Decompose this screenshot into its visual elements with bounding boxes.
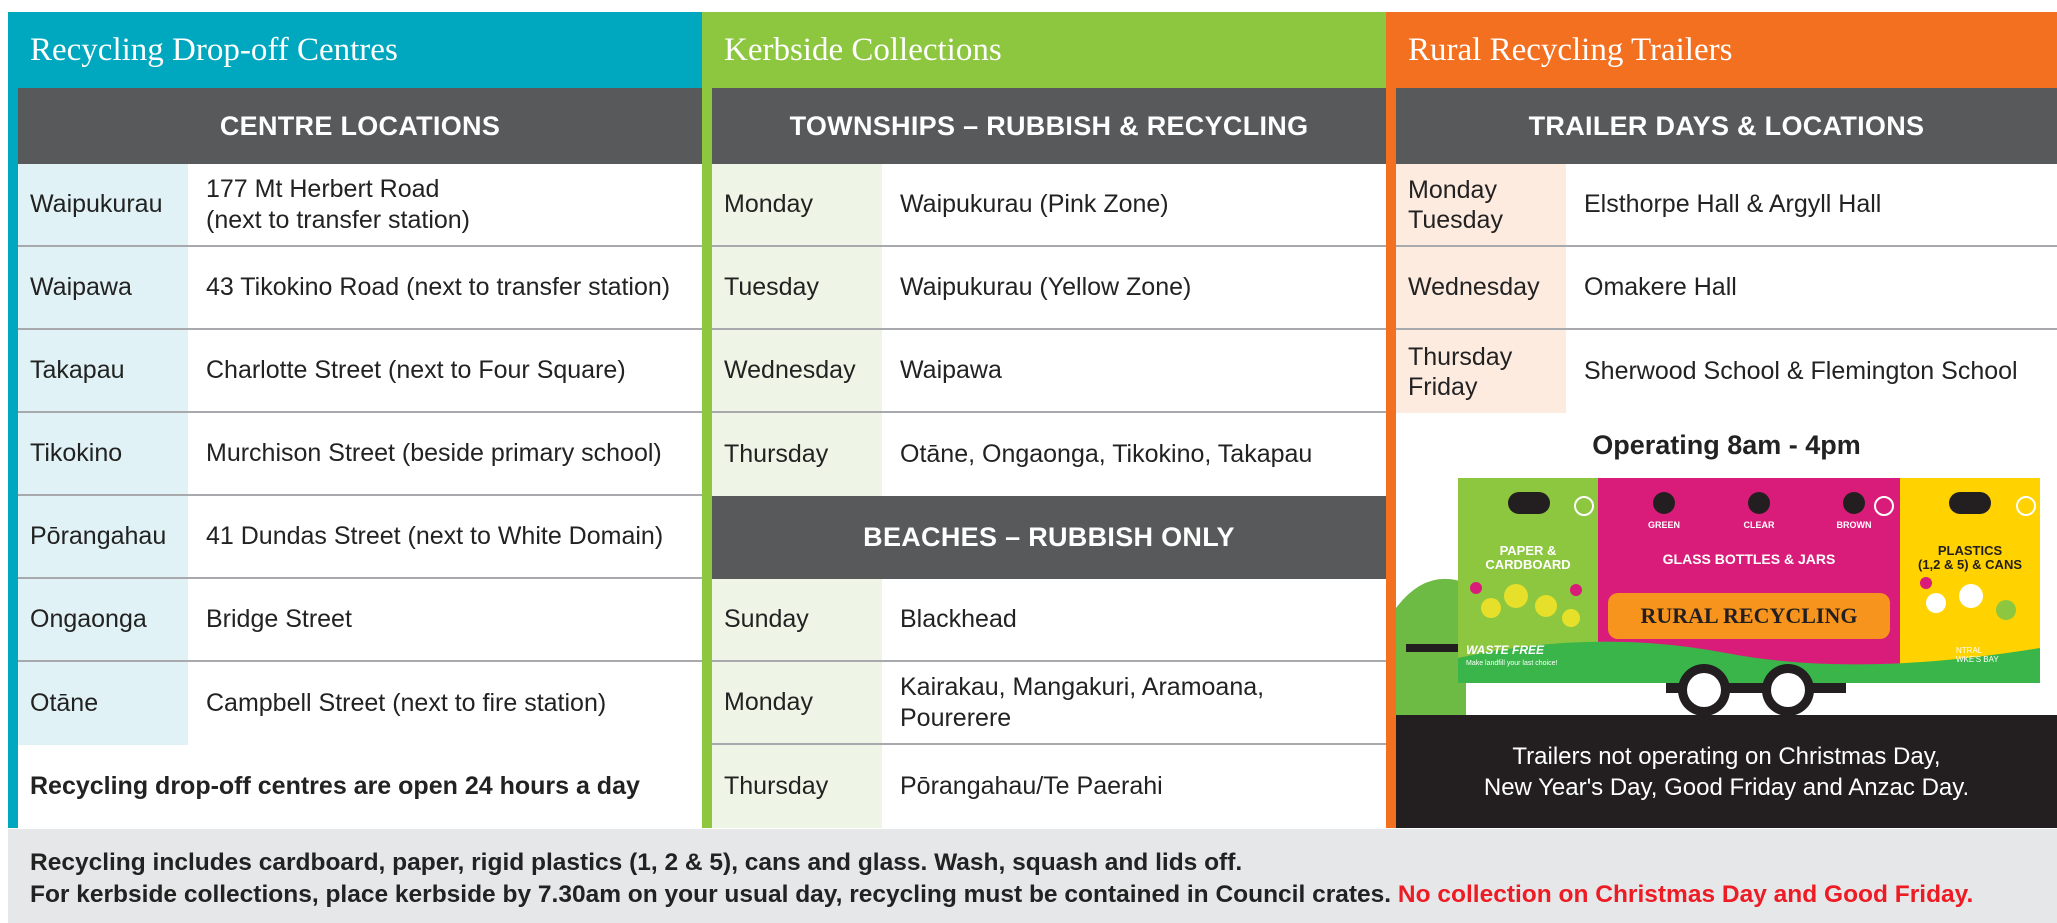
trailer-location: Sherwood School & Flemington School — [1584, 357, 2018, 385]
collection-area: Pōrangahau/Te Paerahi — [900, 772, 1163, 800]
glass-slot-brown: BROWN — [1836, 520, 1872, 530]
rural-title: Rural Recycling Trailers — [1386, 12, 2057, 88]
dropoff-row — [18, 330, 702, 413]
rural-table — [1386, 88, 2057, 828]
dropoff-place: Waipukurau — [18, 164, 188, 245]
trailer-row — [1396, 330, 2057, 413]
trailer-days: Thursday Friday — [1396, 330, 1566, 413]
glass-label: GLASS BOTTLES & JARS — [1662, 551, 1836, 567]
beach-row — [712, 662, 1386, 745]
dropoff-address: 43 Tikokino Road (next to transfer station) — [206, 273, 671, 301]
paper-slot — [1508, 492, 1550, 514]
footer-line-1: Recycling includes cardboard, paper, rigid plastics (1, 2 & 5), cans and glass. Wash, squash and lids off. — [30, 849, 1243, 876]
wheel-hub — [1771, 673, 1805, 707]
footer-no-collection-warning: No collection on Christmas Day and Good Friday. — [1397, 881, 1974, 908]
trailer-location: Elsthorpe Hall & Argyll Hall — [1584, 190, 1882, 218]
glass-slot-clear: CLEAR — [1743, 520, 1775, 530]
collection-day: Tuesday — [712, 247, 882, 328]
beach-rows — [712, 579, 1386, 828]
dropoff-place: Takapau — [18, 330, 188, 411]
dropoff-row — [18, 662, 702, 745]
trailer-rows — [1396, 164, 2057, 413]
kerbside-title: Kerbside Collections — [702, 12, 1386, 88]
dropoff-row — [18, 579, 702, 662]
dropoff-row — [18, 164, 702, 247]
waste-free-logo: WASTE FREE — [1466, 643, 1545, 657]
plastics-label: PLASTICS (1,2 & 5) & CANS — [1917, 543, 2023, 572]
region-logo: NTRAL WKE'S BAY — [1956, 646, 1999, 664]
kerbside-section — [702, 12, 1386, 828]
trailer-days: Wednesday — [1396, 247, 1566, 328]
trailer-graphic — [1396, 478, 2057, 715]
dropoff-address: Charlotte Street (next to Four Square) — [206, 356, 626, 384]
footer-instructions: For kerbside collections, place kerbside by 7.30am on your usual day, recycling must be contained in Council crates. — [30, 881, 1392, 908]
collection-day: Monday — [712, 164, 882, 245]
dropoff-address: Murchison Street (beside primary school) — [206, 439, 662, 467]
collection-day: Thursday — [712, 745, 882, 828]
collection-area: Waipawa — [900, 356, 1002, 384]
collection-area: Waipukurau (Pink Zone) — [900, 190, 1169, 218]
plastics-slot — [1949, 492, 1991, 514]
trailer-row — [1396, 247, 2057, 330]
collection-area: Blackhead — [900, 605, 1017, 633]
beach-row — [712, 579, 1386, 662]
green-slot — [1653, 492, 1675, 514]
township-row — [712, 413, 1386, 496]
brown-slot — [1843, 492, 1865, 514]
dropoff-title: Recycling Drop-off Centres — [8, 12, 702, 88]
township-row — [712, 330, 1386, 413]
clear-slot — [1748, 492, 1770, 514]
dropoff-address: Campbell Street (next to fire station) — [206, 689, 607, 717]
banner-text: RURAL RECYCLING — [1640, 603, 1858, 628]
rural-subheading: TRAILER DAYS & LOCATIONS — [1396, 88, 2057, 164]
kerbside-table — [702, 88, 1386, 828]
collection-day: Wednesday — [712, 330, 882, 411]
dropoff-place: Waipawa — [18, 247, 188, 328]
collection-area: Otāne, Ongaonga, Tikokino, Takapau — [900, 440, 1313, 468]
dropoff-rows — [18, 164, 702, 745]
collection-area: Kairakau, Mangakuri, Aramoana, Pourerere — [900, 672, 1265, 732]
dropoff-row — [18, 496, 702, 579]
township-rows — [712, 164, 1386, 496]
operating-hours: Operating 8am - 4pm — [1396, 413, 2057, 478]
collection-day: Sunday — [712, 579, 882, 660]
paper-label: PAPER & CARDBOARD — [1485, 543, 1571, 572]
dropoff-subheading: CENTRE LOCATIONS — [18, 88, 702, 164]
dropoff-place: Ongaonga — [18, 579, 188, 660]
trailer-days: Monday Tuesday — [1396, 164, 1566, 245]
collection-day: Monday — [712, 662, 882, 743]
dropoff-address: 41 Dundas Street (next to White Domain) — [206, 522, 664, 550]
townships-heading: TOWNSHIPS – RUBBISH & RECYCLING — [712, 88, 1386, 164]
waste-free-tagline: Make landfill your last choice! — [1466, 660, 1558, 667]
glass-slot-green: GREEN — [1647, 520, 1680, 530]
beaches-heading: BEACHES – RUBBISH ONLY — [712, 496, 1386, 579]
footer-notes — [8, 829, 2057, 923]
collection-day: Thursday — [712, 413, 882, 496]
dropoff-address: 177 Mt Herbert Road (next to transfer station) — [206, 174, 471, 234]
dropoff-hours-note: Recycling drop-off centres are open 24 hours a day — [18, 745, 702, 828]
dropoff-place: Tikokino — [18, 413, 188, 494]
dropoff-row — [18, 247, 702, 330]
township-row — [712, 164, 1386, 247]
beach-row — [712, 745, 1386, 828]
dropoff-place: Otāne — [18, 662, 188, 745]
dropoff-address: Bridge Street — [206, 605, 352, 633]
collection-area: Waipukurau (Yellow Zone) — [900, 273, 1192, 301]
dropoff-table — [8, 88, 702, 828]
closure-notice: Trailers not operating on Christmas Day, New Year's Day, Good Friday and Anzac Day. — [1396, 715, 2057, 828]
trailer-illustration — [1396, 478, 2057, 715]
dropoff-row — [18, 413, 702, 496]
rural-section — [1386, 12, 2057, 828]
dropoff-section — [8, 12, 702, 828]
footer-line-2 — [30, 879, 2057, 911]
tow-bar — [1406, 644, 1466, 652]
township-row — [712, 247, 1386, 330]
dropoff-place: Pōrangahau — [18, 496, 188, 577]
trailer-row — [1396, 164, 2057, 247]
wheel-hub — [1687, 673, 1721, 707]
trailer-location: Omakere Hall — [1584, 273, 1737, 301]
